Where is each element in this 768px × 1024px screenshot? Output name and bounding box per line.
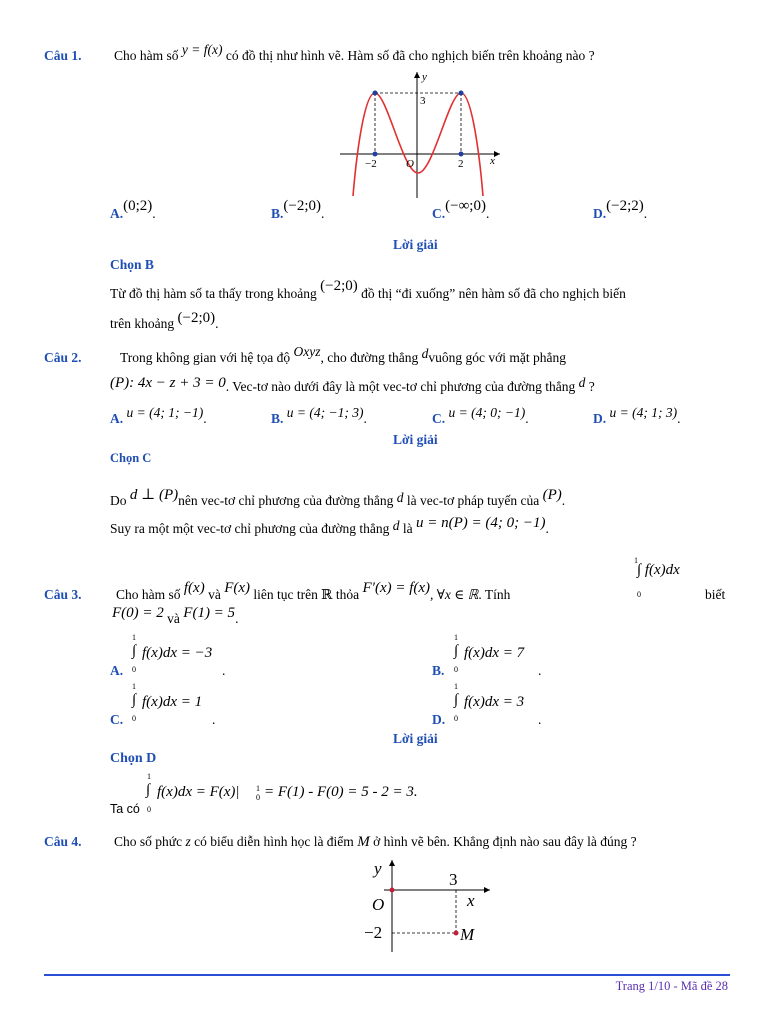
q1-option-c[interactable] — [432, 198, 490, 223]
q1-tick-neg: −2 — [365, 158, 377, 170]
q4-text-a: Cho số phức — [114, 834, 183, 849]
q2-explain-1a: Do — [110, 493, 127, 508]
q3-explain-int-lower: 0 — [147, 805, 151, 814]
q2-explain-2e: . — [545, 521, 549, 536]
integral-sign: ∫ — [454, 643, 459, 659]
q3-explain-eval-lower: 0 — [256, 793, 260, 802]
int-lower: 0 — [132, 665, 136, 674]
q3-line1-k: ∫ f(x)dx — [637, 562, 680, 578]
q3-line1 — [116, 580, 511, 604]
footer-rule — [44, 974, 730, 976]
q2-explain-2b: d — [392, 518, 400, 533]
q1-func: y = f(x) — [181, 42, 223, 57]
q2-explain-2a: Suy ra một một vec-tơ chỉ phương của đường thẳng — [110, 521, 390, 536]
q2-explain-1d: d — [396, 490, 404, 505]
q3-line2-d: . — [235, 611, 239, 626]
option-value: f(x)dx = 1 — [142, 694, 203, 710]
q2-chosen: Chọn C — [110, 451, 152, 465]
q3-line2-c: F(1) = 5 — [183, 605, 236, 621]
int-lower: 0 — [132, 714, 136, 723]
option-letter: A. — [110, 411, 124, 426]
q1-explain-2b: (−2;0) — [177, 310, 216, 326]
q2-line2-b: . Vec-tơ nào dưới đây là một vec-tơ chỉ phương của đường thẳng — [225, 379, 576, 394]
option-value: (−∞;0) — [445, 198, 486, 214]
integral-sign: ∫ — [454, 692, 459, 708]
option-letter: B. — [271, 411, 284, 426]
q1-x-arrow — [494, 151, 500, 157]
option-suffix: . — [321, 206, 325, 221]
q2-explain-1e: là vec-tơ pháp tuyến của — [406, 493, 540, 508]
q1-curve — [353, 93, 483, 196]
page-footer: Trang 1/10 - Mã đề 28 — [615, 979, 728, 993]
q4-x-arrow — [484, 887, 490, 893]
option-value: (−2;0) — [283, 198, 322, 214]
q1-explain-line2 — [110, 310, 219, 333]
q1-point-max-left — [373, 91, 378, 96]
option-value: (0;2) — [123, 198, 153, 214]
option-suffix: . — [538, 712, 542, 727]
q4-text-c: có biểu diễn hình học là điểm — [194, 834, 354, 849]
q3-line1-a: Cho hàm số — [116, 587, 181, 602]
option-value: f(x)dx = −3 — [142, 645, 213, 661]
q1-point-max-right — [459, 91, 464, 96]
q3-line1-g: thỏa — [335, 587, 360, 602]
option-suffix: . — [222, 663, 226, 678]
q3-line1-e: liên tục trên — [253, 587, 318, 602]
q3-line1-b: f(x) — [183, 580, 205, 596]
option-suffix: . — [152, 206, 156, 221]
q2-explain-1g: . — [561, 493, 566, 508]
q3-line1-j: . Tính — [478, 587, 511, 602]
option-suffix: . — [363, 411, 367, 426]
option-value: u = (4; 0; −1) — [448, 405, 526, 420]
q1-tick-y: 3 — [420, 95, 426, 107]
q1-x-label: x — [490, 155, 495, 167]
option-suffix: . — [677, 411, 681, 426]
option-letter: D. — [593, 206, 607, 221]
integral-sign: ∫ — [132, 692, 137, 708]
q3-line1-c: và — [208, 587, 221, 602]
int-upper: 1 — [454, 682, 458, 691]
q2-explain-1c: nên vec-tơ chỉ phương của đường thẳng — [178, 493, 394, 508]
q3-explain-integral-sign: ∫ — [146, 782, 151, 798]
option-letter: C. — [432, 206, 446, 221]
q2-option-b[interactable] — [271, 405, 367, 427]
q1-label: Câu 1. — [44, 48, 82, 63]
q1-point-2 — [459, 152, 464, 157]
q1-explain-1a: Từ đồ thị hàm số ta thấy trong khoảng — [110, 286, 317, 301]
q2-line2 — [110, 375, 595, 396]
q2-explain-1b: d ⊥ (P) — [129, 487, 179, 503]
q4-graph — [360, 856, 500, 956]
option-suffix: . — [643, 206, 648, 221]
q4-origin-label: O — [372, 895, 385, 914]
q2-line1-b: Oxyz — [293, 344, 321, 359]
q1-y-label: y — [422, 71, 427, 83]
q1-explain-2c: . — [215, 316, 219, 331]
option-letter: A. — [110, 663, 124, 678]
option-letter: D. — [432, 712, 446, 727]
q3-solution-title: Lời giải — [393, 731, 438, 746]
q1-explain-2a: trên khoảng — [110, 316, 175, 331]
q2-line1-c: , cho đường thẳng — [320, 350, 419, 365]
q3-line2-a: F(0) = 2 — [112, 605, 164, 621]
q2-option-c[interactable] — [432, 405, 529, 427]
option-value: u = (4; 1; −1) — [126, 405, 204, 420]
q4-tick-y: −2 — [364, 923, 383, 942]
q3-line1-l: biết — [705, 587, 726, 602]
option-letter: A. — [110, 206, 124, 221]
q2-line2-d: ? — [588, 379, 595, 394]
int-lower: 0 — [454, 714, 458, 723]
q3-line1-f: ℝ — [321, 587, 333, 602]
q4-point-m — [454, 931, 459, 936]
q3-explain-int-upper: 1 — [147, 772, 151, 781]
q4-text-b: z — [185, 834, 191, 849]
q4-y-label: y — [374, 859, 382, 878]
q4-tick-x: 3 — [449, 870, 458, 889]
q4-text-e: ở hình vẽ bên. Khẳng định nào sau đây là đúng ? — [373, 834, 637, 849]
option-letter: C. — [432, 411, 446, 426]
q1-text — [114, 42, 595, 64]
option-suffix: . — [525, 411, 529, 426]
q2-explain-1f: (P) — [542, 487, 562, 503]
q1-y-arrow — [414, 72, 420, 78]
option-suffix: . — [203, 411, 207, 426]
q1-option-d[interactable] — [593, 198, 648, 223]
q1-explain-1b: (−2;0) — [320, 278, 358, 294]
q4-point-label: M — [460, 925, 475, 944]
q1-origin: O — [406, 158, 414, 170]
q4-label: Câu 4. — [44, 834, 82, 849]
q1-explain-1c: đồ thị “đi xuống” nên hàm số đã cho nghịch biến — [361, 286, 626, 301]
q2-line1-e: vuông góc với mặt phẳng — [428, 350, 566, 365]
q1-option-b[interactable] — [271, 198, 325, 223]
q2-explain-line1 — [110, 487, 566, 510]
q1-text-post: có đồ thị như hình vẽ. Hàm số đã cho nghịch biến trên khoảng nào ? — [225, 48, 595, 63]
option-value: u = (4; 1; 3) — [609, 405, 678, 420]
q1-point-neg2 — [373, 152, 378, 157]
q3-label: Câu 3. — [44, 587, 82, 602]
q2-line1-d: d — [421, 346, 429, 361]
q3-line1-d: F(x) — [224, 580, 251, 596]
q2-option-a[interactable] — [110, 405, 207, 427]
q3-int-upper: 1 — [634, 556, 638, 565]
option-letter: C. — [110, 712, 124, 727]
q1-option-a[interactable] — [110, 198, 156, 223]
q4-text — [114, 834, 637, 851]
option-letter: B. — [432, 663, 445, 678]
q3-line1-i: , ∀x ∈ ℝ — [430, 587, 479, 602]
q1-explain-line1 — [110, 278, 626, 303]
q2-option-d[interactable] — [593, 405, 681, 427]
integral-sign: ∫ — [132, 643, 137, 659]
q3-explain-prefix: Ta có — [110, 802, 140, 816]
q3-line2 — [112, 605, 239, 626]
q2-line1-a: Trong không gian với hệ tọa độ — [120, 350, 291, 365]
int-upper: 1 — [454, 633, 458, 642]
q3-chosen: Chọn D — [110, 751, 157, 766]
q2-line1 — [120, 344, 730, 366]
q3-explain-expr: f(x)dx = F(x)| — [157, 784, 240, 800]
q3-explain-eval-upper: 1 — [256, 784, 260, 793]
q1-text-pre: Cho hàm số — [114, 48, 179, 63]
q3-line2-b: và — [167, 611, 180, 626]
option-value: f(x)dx = 3 — [464, 694, 525, 710]
option-letter: B. — [271, 206, 284, 221]
q4-text-d: M — [357, 834, 370, 850]
int-upper: 1 — [132, 682, 136, 691]
q2-solution-title: Lời giải — [393, 432, 438, 447]
q3-explain-tail: = F(1) - F(0) = 5 - 2 = 3. — [264, 784, 418, 800]
q3-line1-h: F′(x) = f(x) — [362, 580, 431, 596]
q2-label: Câu 2. — [44, 350, 82, 365]
option-value: u = (4; −1; 3) — [286, 405, 364, 420]
q2-explain-2c: là — [402, 521, 413, 536]
q1-graph — [335, 68, 505, 200]
option-letter: D. — [593, 411, 607, 426]
q4-origin-point — [390, 888, 395, 893]
q2-explain-line2 — [110, 515, 549, 538]
option-value: f(x)dx = 7 — [464, 645, 525, 661]
option-value: (−2;2) — [606, 198, 644, 214]
q2-line2-a: (P): 4x − z + 3 = 0 — [110, 375, 226, 391]
q2-explain-2d: u = n(P) = (4; 0; −1) — [416, 515, 546, 531]
q1-solution-title: Lời giải — [393, 237, 438, 252]
q4-x-label: x — [467, 891, 475, 910]
option-suffix: . — [538, 663, 542, 678]
option-suffix: . — [485, 206, 490, 221]
q4-y-arrow — [389, 860, 395, 866]
q1-tick-pos: 2 — [458, 158, 464, 170]
int-upper: 1 — [132, 633, 136, 642]
q1-chosen: Chọn B — [110, 257, 154, 272]
q3-int-lower: 0 — [637, 590, 641, 599]
q2-line2-c: d — [578, 375, 586, 390]
int-lower: 0 — [454, 665, 458, 674]
option-suffix: . — [212, 712, 216, 727]
